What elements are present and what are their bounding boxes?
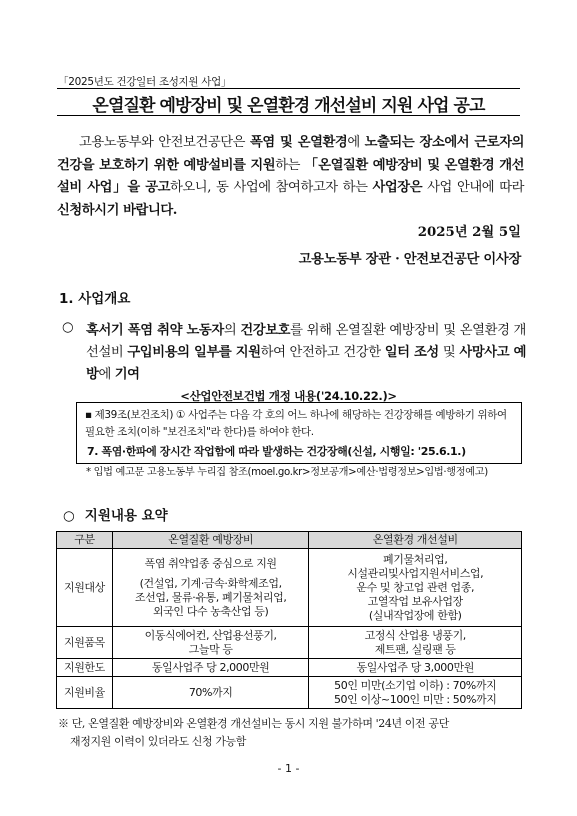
- cell-line: 50인 이상~100인 미만 : 50%까지: [333, 692, 497, 706]
- cell-line: 제트팬, 실링팬 등: [374, 642, 456, 656]
- intro-text: 「온열질환 예방장비 및 온열환경 개선설비 사업」을 공고: [57, 157, 524, 195]
- support-summary-table: [56, 531, 522, 709]
- law-box: [76, 402, 522, 464]
- overview-span: 에: [98, 367, 111, 382]
- intro-text: 고용노동부와 안전보건공단은: [79, 135, 246, 150]
- header-tag: 「2025년도 건강일터 조성지원 사업」: [58, 76, 232, 88]
- section2-title: 지원내용 요약: [84, 508, 168, 524]
- overview-span: 혹서기 폭염 취약 노동자: [86, 323, 224, 338]
- table-row: [57, 677, 522, 709]
- page-title: 온열질환 예방장비 및 온열환경 개선설비 지원 사업 공고: [92, 96, 485, 116]
- row-label: 지원품목: [57, 627, 113, 659]
- law-title: <산업안전보건법 개정 내용('24.10.22.)>: [180, 389, 397, 403]
- title-box: [57, 88, 520, 116]
- table-cell: [112, 627, 309, 659]
- intro-paragraph: [57, 132, 524, 222]
- table-cell: [309, 627, 522, 659]
- section-heading-2: [63, 504, 168, 524]
- intro-text: 폭염 및 온열환경: [249, 135, 348, 150]
- cell-line: (실내작업장에 한함): [368, 608, 462, 622]
- overview-span: 및: [442, 345, 456, 360]
- overview-span: 를 위해 온열질환 예방장비 및 온열환경 개선설비: [86, 323, 527, 360]
- footnote: [58, 715, 528, 751]
- table-cell: [309, 677, 522, 709]
- intro-text: 노출되는 장소에서 근로자의 건강을 보호하기 위한 예방설비를 지원: [57, 135, 524, 173]
- law-text: ▪ 제39조(보건조치) ① 사업주는 다음 각 호의 어느 하나에 해당하는 건강장해를 예방하기 위하여 필요한 조치(이하 "보건조치"라 한다)를 하여야 한다.: [85, 409, 507, 438]
- law-item: 7. 폭염·한파에 장시간 작업함에 따라 발생하는 건강장해(신설, 시행일: '25.6.1.): [87, 445, 466, 458]
- cell-line: 이동식에어컨, 산업용선풍기,: [144, 628, 277, 642]
- footnote-line: ※ 단, 온열질환 예방장비와 온열환경 개선설비는 동시 지원 불가하며 '24년 이전 공단: [58, 717, 449, 730]
- intro-text: 사업장은: [372, 180, 423, 195]
- overview-span: 의: [223, 323, 237, 338]
- section-heading: 1. 사업개요: [59, 291, 131, 307]
- intro-text: 사업 안내에 따라: [427, 180, 524, 195]
- row-label: 지원한도: [57, 659, 113, 677]
- table-cell: 동일사업주 당 2,000만원: [112, 659, 309, 677]
- cell-line: 고정식 산업용 냉풍기,: [364, 628, 466, 642]
- intro-text: 신청하시기 바랍니다.: [57, 202, 177, 218]
- table-row: [57, 627, 522, 659]
- reference-note: * 입법 예고문 고용노동부 누리집 참조(moel.go.kr>정보공개>예산·법령정보>입법·행정예고): [86, 467, 488, 478]
- intro-text: 하는: [275, 157, 300, 173]
- signature: 고용노동부 장관 · 안전보건공단 이사장: [298, 252, 521, 267]
- overview-text: [86, 320, 526, 386]
- overview-span: 기여: [114, 367, 140, 382]
- table-header: 온열환경 개선설비: [309, 532, 522, 549]
- table-header: 온열질환 예방장비: [112, 532, 309, 549]
- cell-line: 외국인 다수 농축산업 등): [152, 604, 269, 618]
- cell-line: 고열작업 보유사업장: [367, 594, 463, 608]
- intro-text: 하오니, 동 사업에 참여하고자 하는: [170, 180, 368, 195]
- announcement-date: 2025년 2월 5일: [417, 225, 521, 240]
- overview-span: 하여 안전하고 건강한: [260, 345, 381, 360]
- cell-line: 시설관리및사업지원서비스업,: [347, 566, 484, 580]
- bullet-icon: ○: [62, 320, 74, 335]
- cell-line: 조선업, 물류·유통, 폐기물처리업,: [134, 590, 287, 604]
- cell-line: 폐기물처리업,: [383, 552, 448, 566]
- cell-line: 운수 및 창고업 관련 업종,: [356, 580, 475, 594]
- cell-line: 50인 미만(소기업 이하) : 70%까지: [334, 678, 497, 692]
- footnote-line: 재정지원 이력이 있더라도 신청 가능함: [70, 735, 247, 748]
- table-header: 구분: [57, 532, 113, 549]
- overview-span: 구입비용의 일부를 지원: [127, 345, 261, 360]
- cell-line: 그늘막 등: [188, 642, 233, 656]
- cell-line: 폭염 취약업종 중심으로 지원: [144, 556, 277, 570]
- table-cell: [309, 549, 522, 627]
- page-number: - 1 -: [277, 762, 300, 775]
- cell-line: (건설업, 기계·금속·화학제조업,: [139, 576, 282, 590]
- table-cell: [112, 549, 309, 627]
- table-cell: 동일사업주 당 3,000만원: [309, 659, 522, 677]
- bullet-icon: ○: [63, 508, 75, 524]
- intro-text: 에: [347, 135, 360, 150]
- row-label: 지원대상: [57, 549, 113, 627]
- overview-span: 일터 조성: [384, 345, 439, 360]
- overview-span: 사망사고 예방: [86, 345, 527, 382]
- table-row: [57, 659, 522, 677]
- table-header-row: [57, 532, 522, 549]
- table-row: [57, 549, 522, 627]
- row-label: 지원비율: [57, 677, 113, 709]
- overview-span: 건강보호: [240, 323, 291, 338]
- table-cell: 70%까지: [112, 677, 309, 709]
